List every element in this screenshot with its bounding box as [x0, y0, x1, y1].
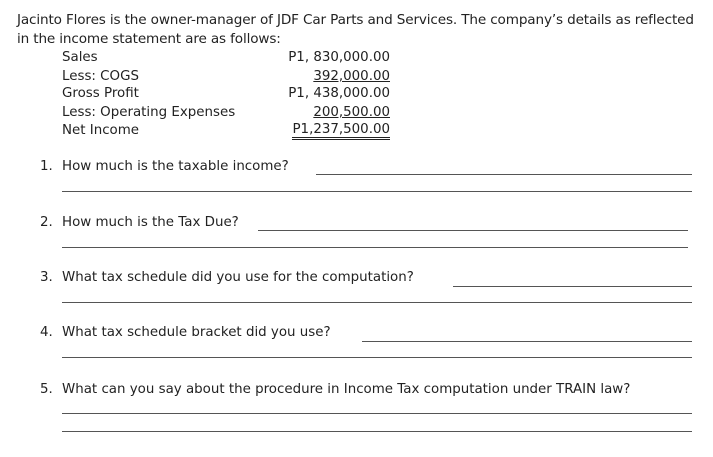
answer-line[interactable]	[62, 431, 692, 432]
statement-label: Gross Profit	[62, 86, 139, 101]
answer-line[interactable]	[258, 230, 688, 231]
question-number: 5.	[40, 382, 53, 397]
statement-value: 392,000.00	[313, 69, 390, 84]
answer-line[interactable]	[62, 413, 692, 414]
statement-label: Sales	[62, 50, 98, 65]
statement-value: P1, 438,000.00	[288, 86, 390, 101]
answer-line[interactable]	[62, 302, 692, 303]
question-4	[40, 325, 331, 345]
question-number: 4.	[40, 325, 53, 340]
question-text: What tax schedule did you use for the computation?	[62, 270, 414, 285]
question-text: How much is the taxable income?	[62, 159, 289, 174]
statement-row-net-income	[62, 123, 392, 142]
question-2	[40, 215, 239, 235]
statement-row-sales	[62, 50, 392, 69]
statement-value: P1,237,500.00	[292, 123, 390, 140]
statement-value: 200,500.00	[313, 105, 390, 120]
question-5	[40, 382, 630, 402]
answer-line[interactable]	[62, 247, 688, 248]
answer-line[interactable]	[316, 174, 692, 175]
statement-value: P1, 830,000.00	[288, 50, 390, 65]
answer-line[interactable]	[362, 341, 692, 342]
question-number: 3.	[40, 270, 53, 285]
answer-line[interactable]	[62, 191, 692, 192]
question-number: 1.	[40, 159, 53, 174]
question-3	[40, 270, 414, 290]
intro-paragraph: Jacinto Flores is the owner-manager of JDF Car Parts and Services. The company’s details as reflected in the income statement are as follows:	[17, 12, 694, 47]
statement-row-gross-profit	[62, 86, 392, 105]
statement-label: Less: Operating Expenses	[62, 105, 236, 120]
question-text: What tax schedule bracket did you use?	[62, 325, 331, 340]
statement-label: Less: COGS	[62, 69, 139, 84]
question-number: 2.	[40, 215, 53, 230]
question-text: What can you say about the procedure in Income Tax computation under TRAIN law?	[62, 382, 631, 397]
statement-label: Net Income	[62, 123, 140, 138]
answer-line[interactable]	[62, 357, 692, 358]
question-text: How much is the Tax Due?	[62, 215, 239, 230]
answer-line[interactable]	[453, 286, 692, 287]
question-1	[40, 159, 289, 179]
